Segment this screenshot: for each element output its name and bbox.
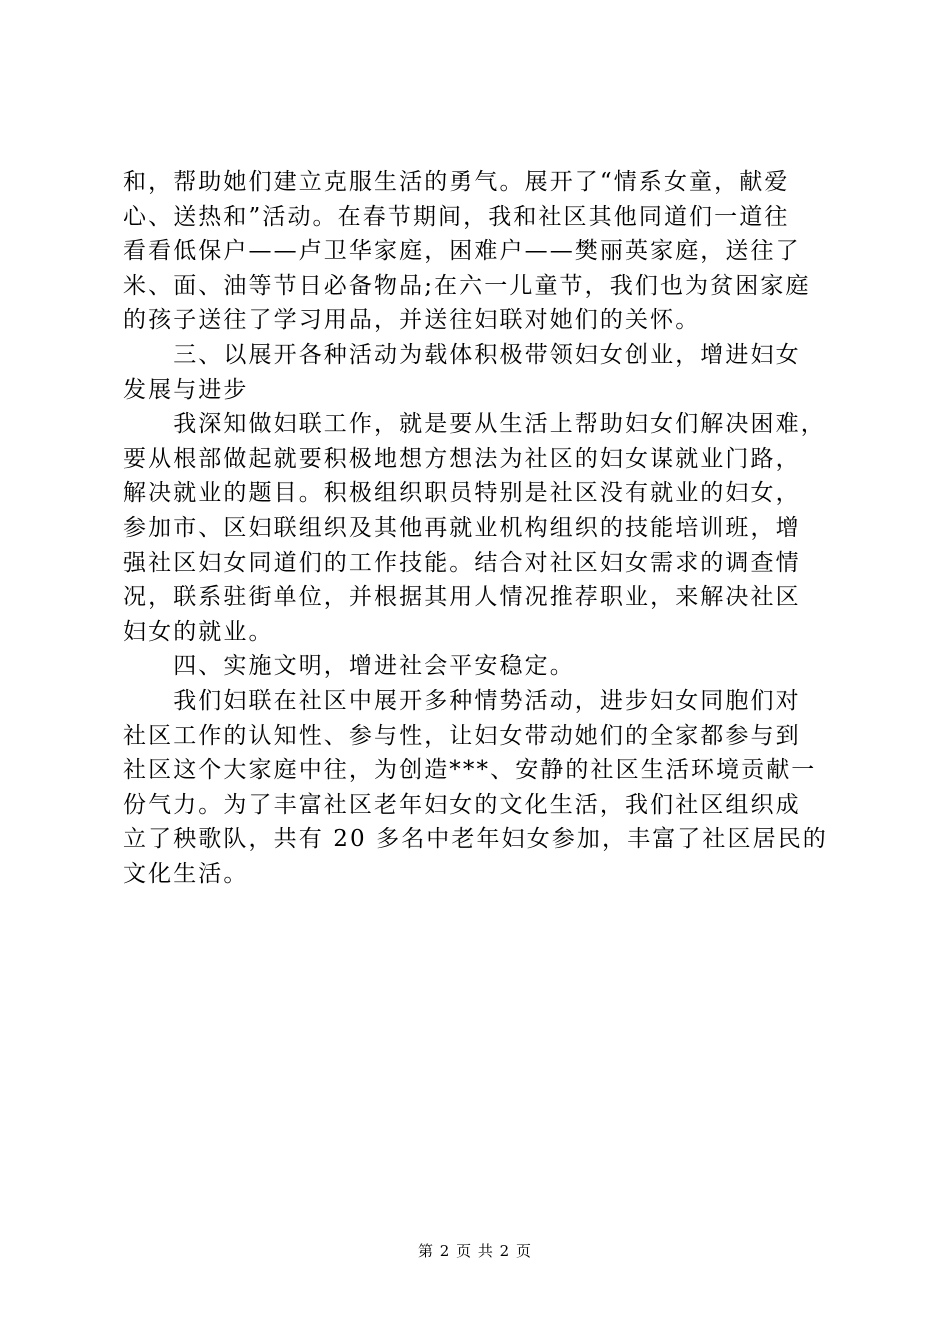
- body-line: 况，联系驻街单位，并根据其用人情况推荐职业，来解决社区: [123, 584, 801, 611]
- body-line: 参加市、区妇联组织及其他再就业机构组织的技能培训班，增: [123, 514, 801, 541]
- body-line: 和，帮助她们建立克服生活的勇气。展开了“情系女童，献爱: [123, 169, 790, 195]
- body-line: 文化生活。: [123, 860, 249, 887]
- body-line: 要从根部做起就要积极地想方想法为社区的妇女谋就业门路，: [123, 445, 801, 472]
- body-line: 心、送热和”活动。在春节期间，我和社区其他同道们一道往: [123, 203, 790, 230]
- body-line: 我深知做妇联工作，就是要从生活上帮助妇女们解决困难，: [123, 411, 826, 438]
- section-heading-line: 三、以展开各种活动为载体积极带领妇女创业，增进妇女: [123, 341, 801, 368]
- body-line: 我们妇联在社区中展开多种情势活动，进步妇女同胞们对: [123, 687, 801, 714]
- body-line: 的孩子送往了学习用品，并送往妇联对她们的关怀。: [123, 307, 701, 334]
- body-line: 份气力。为了丰富社区老年妇女的文化生活，我们社区组织成: [123, 791, 801, 818]
- page-number-footer: 第 2 页 共 2 页: [418, 1242, 532, 1260]
- body-line: 立了秧歌队，共有 20 多名中老年妇女参加，丰富了社区居民的: [123, 826, 828, 853]
- body-line: 强社区妇女同道们的工作技能。结合对社区妇女需求的调查情: [123, 549, 801, 576]
- section-heading-line: 发展与进步: [123, 376, 249, 403]
- body-line: 看看低保户——卢卫华家庭，困难户——樊丽英家庭，送往了: [123, 238, 801, 265]
- body-line: 社区这个大家庭中往，为创造***、安静的社区生活环境贡献一: [123, 757, 817, 784]
- body-line: 妇女的就业。: [123, 618, 274, 645]
- body-line: 解决就业的题目。积极组织职员特别是社区没有就业的妇女，: [123, 480, 801, 507]
- document-body: [123, 165, 833, 891]
- body-line: 米、面、油等节日必备物品;在六一儿童节，我们也为贫困家庭: [123, 272, 811, 299]
- section-heading-line: 四、实施文明，增进社会平安稳定。: [123, 653, 575, 680]
- body-line: 社区工作的认知性、参与性，让妇女带动她们的全家都参与到: [123, 722, 801, 749]
